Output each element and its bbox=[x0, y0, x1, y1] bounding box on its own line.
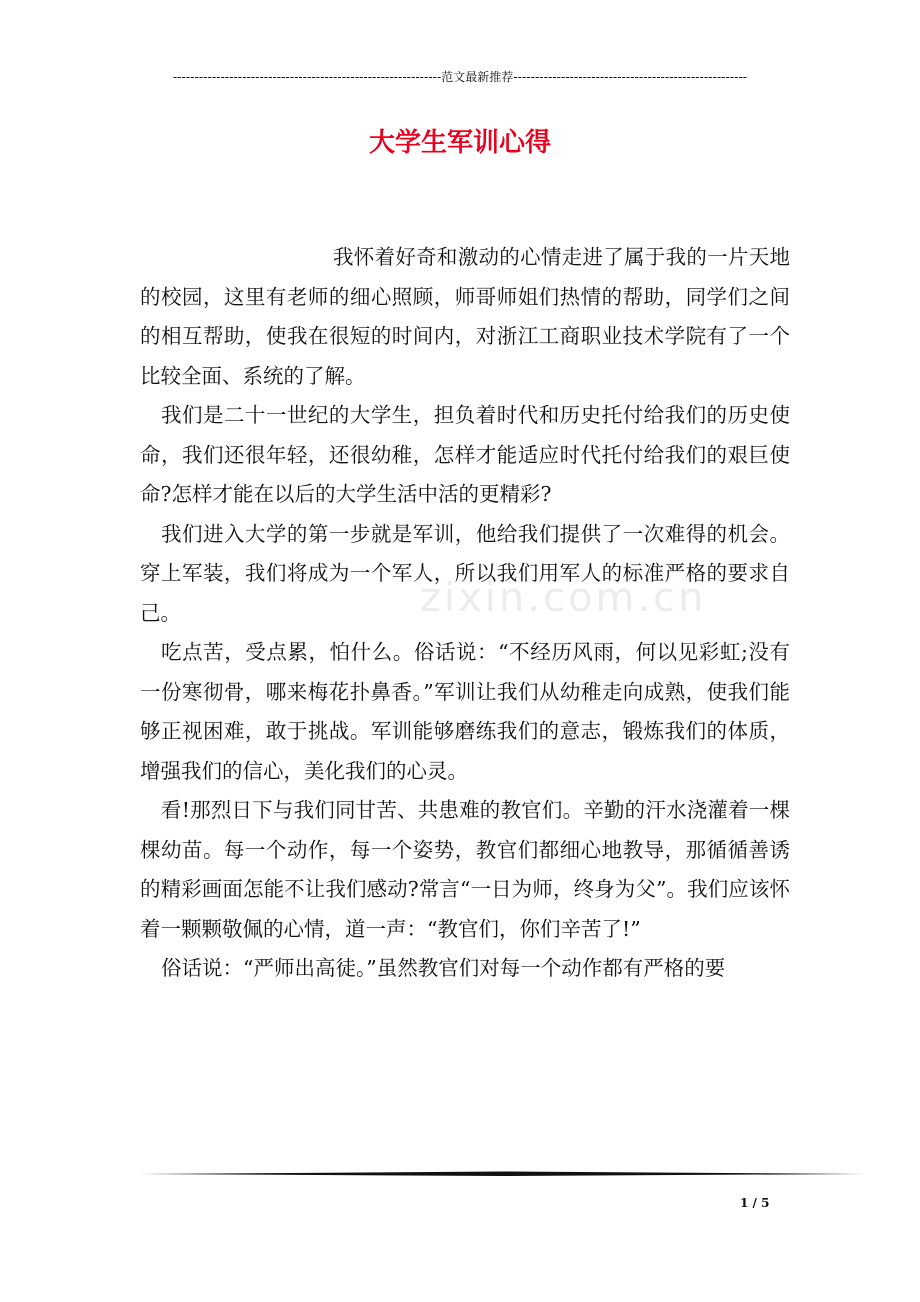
paragraph: 看!那烈日下与我们同甘苦、共患难的教官们。辛勤的汗水浇灌着一棵棵幼苗。每一个动作，每一个姿势，教官们都细心地教导，那循循善诱的精彩画面怎能不让我们感动?常言“一日为师，终身为父”。我们应该怀着一颗颗敬佩的心情，道一声：“教官们，你们辛苦了!” bbox=[140, 798, 790, 941]
paragraph: 俗话说：“严师出高徒。”虽然教官们对每一个动作都有严格的要 bbox=[161, 956, 726, 980]
footer-divider bbox=[140, 1171, 864, 1176]
paragraph: 我怀着好奇和激动的心情走进了属于我的一片天地的校园，这里有老师的细心照顾，师哥师姐们热情的帮助，同学们之间的相互帮助，使我在很短的时间内，对浙江工商职业技术学院有了一个比较全面、系统的了解。 bbox=[140, 245, 790, 388]
page-header: --------------------------------------------------------------范文最新推荐------------------------------------------------------ bbox=[172, 70, 748, 84]
document-body bbox=[140, 238, 790, 989]
watermark: zixin.com.cn bbox=[420, 575, 707, 621]
page-number: 1 / 5 bbox=[740, 1196, 770, 1210]
document-title: 大学生军训心得 bbox=[368, 128, 551, 158]
paragraph: 我们进入大学的第一步就是军训，他给我们提供了一次难得的机会。穿上军装，我们将成为一个军人，所以我们用军人的标准严格的要求自己。 bbox=[140, 521, 790, 625]
paragraph: 吃点苦，受点累，怕什么。俗话说：“不经历风雨，何以见彩虹;没有一份寒彻骨，哪来梅花扑鼻香。”军训让我们从幼稚走向成熟，使我们能够正视困难，敢于挑战。军训能够磨练我们的意志，锻炼我们的体质，增强我们的信心，美化我们的心灵。 bbox=[140, 640, 790, 783]
paragraph: 我们是二十一世纪的大学生，担负着时代和历史托付给我们的历史使命，我们还很年轻，还很幼稚，怎样才能适应时代托付给我们的艰巨使命?怎样才能在以后的大学生活中活的更精彩? bbox=[140, 403, 790, 506]
